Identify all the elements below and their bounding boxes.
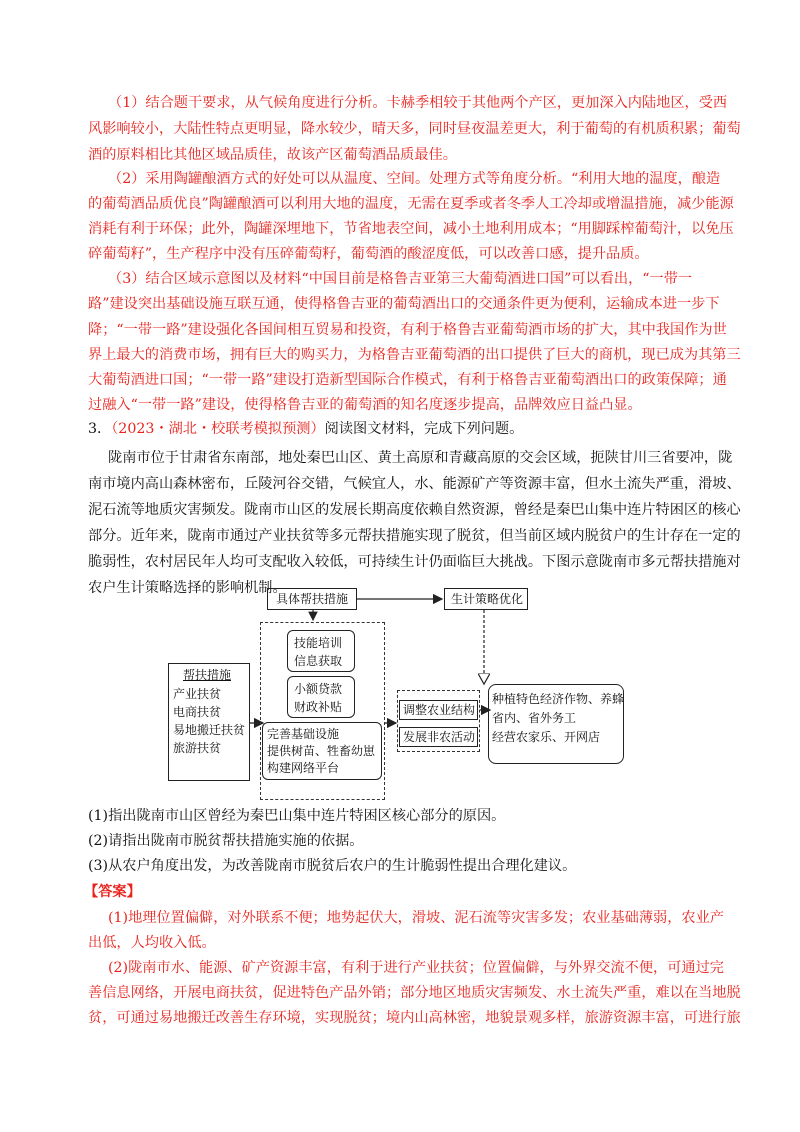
skills-box — [287, 630, 355, 672]
measure-item: 电商扶贫 — [173, 705, 222, 719]
answer-line: 贫，可通过易地搬迁改善生存环境，实现脱贫；境内山高林密，地貌景观多样，旅游资源丰富，可进行旅 — [88, 1010, 741, 1026]
livelihood-optimization-box — [444, 588, 528, 610]
infrastructure-line: 提供树苗、牲畜幼崽 — [267, 744, 376, 758]
outcome-line: 种植特色经济作物、养蜂 — [492, 692, 625, 706]
livelihood-optimization-label: 生计策略优化 — [451, 592, 524, 606]
specific-measures-box — [267, 588, 357, 610]
answer-2-line: 消耗有利于环保；此外，陶罐深埋地下，节省地表空间，减小土地利用成本；“用脚踩榨葡萄汁，以免压 — [88, 221, 734, 237]
material-line: 南市境内高山森林密布，丘陵河谷交错，气候宜人，水、能源矿产等资源丰富，但水土流失严重，滑坡、 — [88, 476, 741, 492]
loans-line: 财政补贴 — [294, 700, 343, 714]
answer-3-line: 降；“一带一路”建设强化各国间相互贸易和投资，有利于格鲁吉亚葡萄酒市场的扩大，其中我国作为世 — [88, 322, 727, 338]
question-number: 3． — [88, 421, 112, 437]
answer-1-line: （1）结合题干要求，从气候角度进行分析。卡赫季相较于其他两个产区，更加深入内陆地区，受西 — [108, 95, 728, 111]
infrastructure-line: 完善基础设施 — [267, 727, 340, 741]
measures-title: 帮扶措施 — [183, 668, 232, 682]
sub-question: (3)从农户角度出发，为改善陇南市脱贫后农户的生计脆弱性提出合理化建议。 — [88, 858, 577, 874]
answer-3-line: 界上最大的消费市场，拥有巨大的购买力，为格鲁吉亚葡萄酒的出口提供了巨大的商机，现已成为其第三 — [88, 347, 741, 363]
measure-item: 易地搬迁扶贫 — [173, 723, 246, 737]
sub-question: (1)指出陇南市山区曾经为秦巴山集中连片特困区核心部分的原因。 — [88, 808, 506, 824]
material-line: 农户生计策略选择的影响机制。 — [88, 580, 287, 596]
loans-box — [287, 676, 355, 718]
material-line: 陇南市位于甘肃省东南部，地处秦巴山区、黄土高原和青藏高原的交会区域，扼陕甘川三省要冲，陇 — [108, 450, 733, 466]
answer-3-line: （3）结合区域示意图以及材料“中国目前是格鲁吉亚第三大葡萄酒进口国”可以看出，“一带一 — [108, 271, 693, 287]
answer-3-line: 大葡萄酒进口国；“一带一路”建设打造新型国际合作模式，有利于格鲁吉亚葡萄酒出口的政策保障；通 — [88, 372, 727, 388]
answer-2-line: 的葡萄酒品质优良”陶罐酿酒可以利用大地的温度，无需在夏季或者冬季人工冷却或增温措施，减少能源 — [88, 196, 734, 212]
outcome-box — [488, 684, 624, 764]
sub-question: (2)请指出陇南市脱贫帮扶措施实施的依据。 — [88, 833, 364, 849]
skills-line: 技能培训 — [294, 636, 343, 650]
specific-measures-label: 具体帮扶措施 — [276, 592, 349, 606]
answer-2-line: （2）采用陶罐酿酒方式的好处可以从温度、空间。处理方式等角度分析。“利用大地的温度，酿造 — [108, 171, 721, 187]
answer-1-line: 风影响较小，大陆性特点更明显，降水较少，晴天多，同时昼夜温差更大，利于葡萄的有机质积累；葡萄 — [88, 121, 741, 137]
measures-box — [168, 663, 250, 781]
answer-2-line: 碎葡萄籽”，生产程序中没有压碎葡萄籽，葡萄酒的酸涩度低，可以改善口感，提升品质。 — [88, 246, 649, 262]
material-line: 脆弱性，农村居民年人均可支配收入较低，可持续生计仍面临巨大挑战。下图示意陇南市多元帮扶措施对 — [88, 554, 741, 570]
question-source: （2023・湖北・校联考模拟预测） — [111, 421, 325, 437]
answer-line: 善信息网络，开展电商扶贫，促进特色产品外销；部分地区地质灾害频发、水土流失严重，难以在当地脱 — [88, 985, 741, 1001]
infrastructure-box — [262, 722, 382, 780]
material-line: 泥石流等地质灾害频发。陇南市山区的发展长期高度依赖自然资源，曾经是秦巴山集中连片特困区的核心 — [88, 502, 741, 518]
loans-line: 小额贷款 — [294, 682, 343, 696]
answer-1-line: 酒的原料相比其他区域品质佳，故该产区葡萄酒品质最佳。 — [88, 147, 457, 163]
strategy-label: 发展非农活动 — [403, 730, 476, 744]
strategy-adjust-agriculture — [399, 700, 478, 720]
answer-line: (2)陇南市水、能源、矿产资源丰富，有利于进行产业扶贫；位置偏僻，与外界交流不便，可通过完 — [108, 960, 724, 976]
answer-3-line: 过融入“一带一路”建设，使得格鲁吉亚的葡萄酒的知名度逐步提高，品牌效应日益凸显。 — [88, 397, 642, 413]
question-instruction: 阅读图文材料，完成下列问题。 — [324, 421, 524, 437]
skills-line: 信息获取 — [294, 654, 343, 668]
material-line: 部分。近年来，陇南市通过产业扶贫等多元帮扶措施实现了脱贫，但当前区域内脱贫户的生计存在一定的 — [88, 528, 741, 544]
answer-line: (1)地理位置偏僻，对外联系不便；地势起伏大，滑坡、泥石流等灾害多发；农业基础薄弱，农业产 — [108, 910, 724, 926]
measure-item: 旅游扶贫 — [173, 741, 222, 755]
answer-header: 【答案】 — [84, 884, 141, 900]
measure-item: 产业扶贫 — [173, 687, 222, 701]
answer-3-line: 路”建设突出基础设施互联互通，使得格鲁吉亚的葡萄酒出口的交通条件更为便利，运输成本进一步下 — [88, 296, 720, 312]
strategy-label: 调整农业结构 — [403, 703, 476, 717]
answer-line: 出低，人均收入低。 — [88, 935, 216, 951]
outcome-line: 经营农家乐、开网店 — [492, 730, 601, 744]
outcome-line: 省内、省外务工 — [492, 711, 577, 725]
strategy-non-agricultural — [399, 727, 478, 747]
infrastructure-line: 构建网络平台 — [267, 761, 340, 775]
